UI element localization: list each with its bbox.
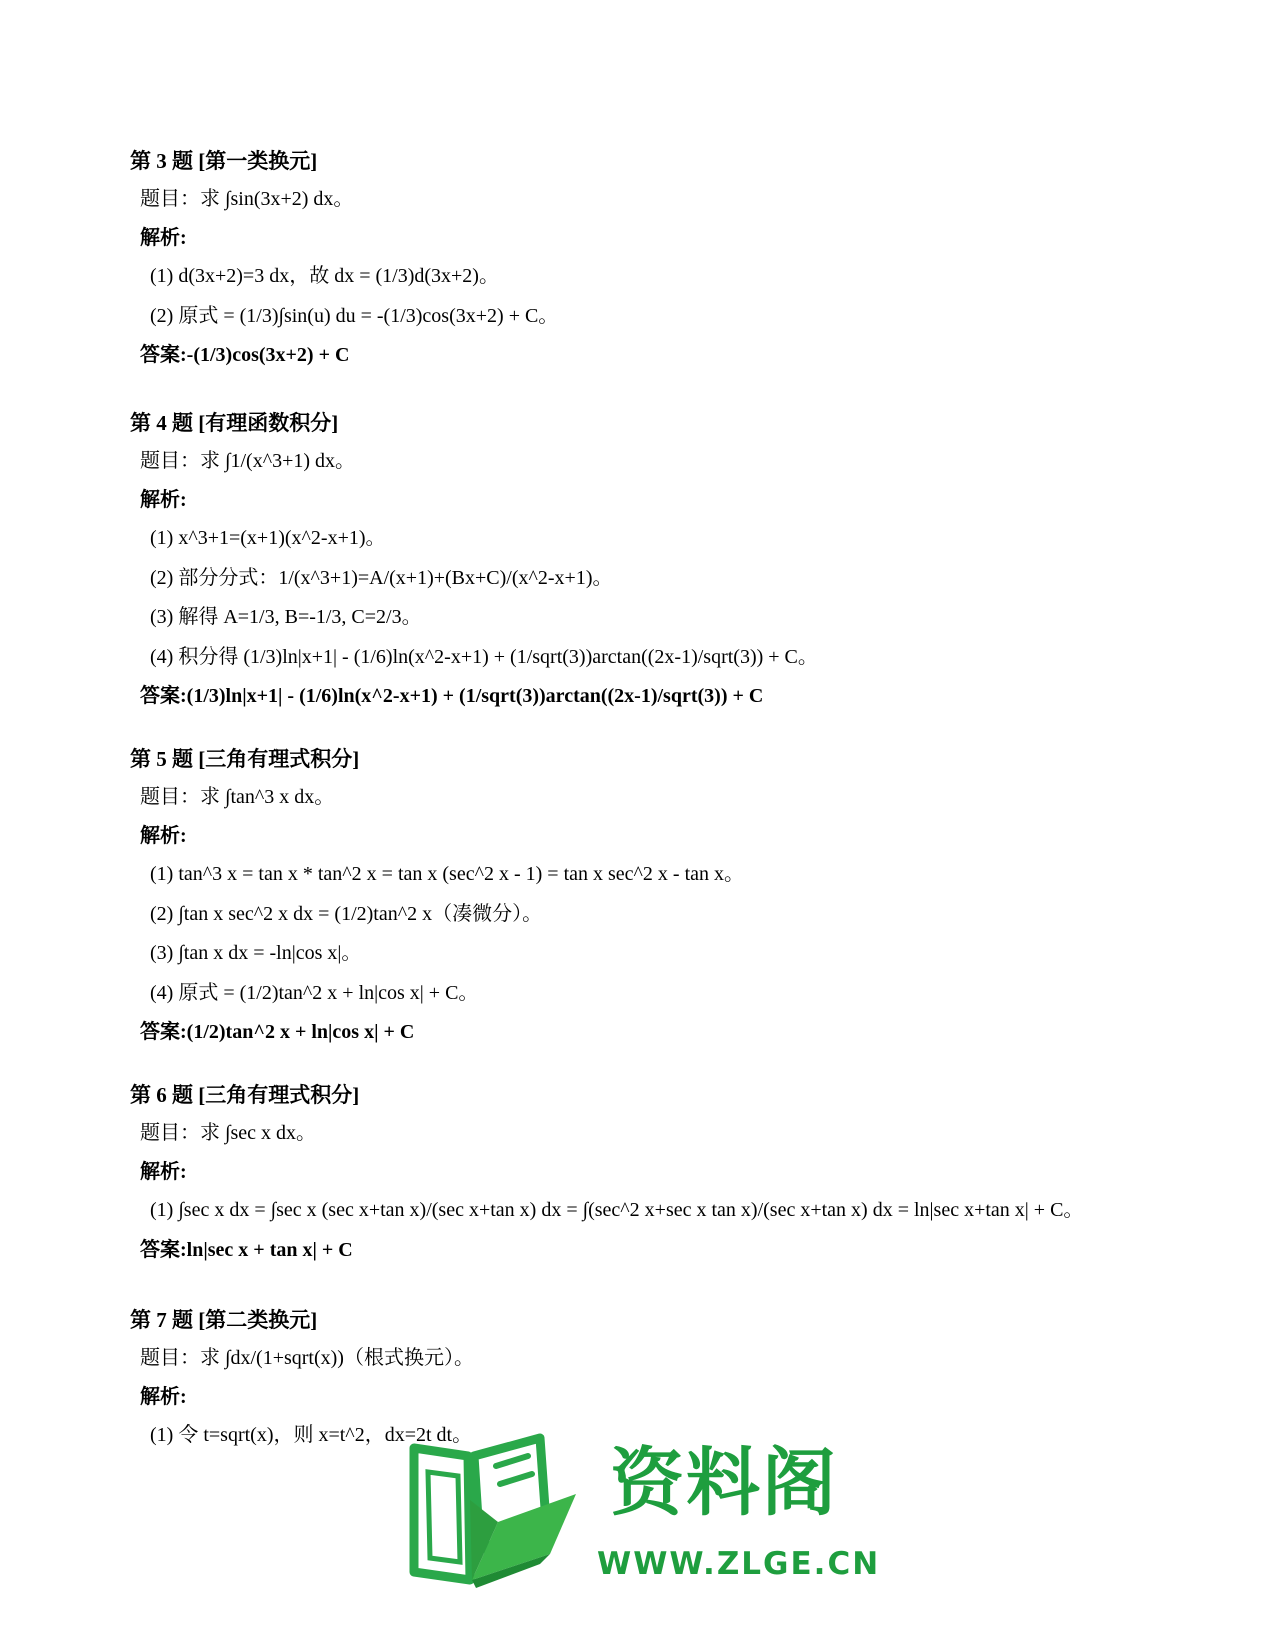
answer-value: (1/3)ln|x+1| - (1/6)ln(x^2-x+1) + (1/sqrt(3))arctan((2x-1)/sqrt(3)) + C [186,685,764,707]
watermark-title: 资料阁 [610,1440,838,1526]
solution-step: (1) x^3+1=(x+1)(x^2-x+1)。 [150,527,386,549]
solution-step: (1) 令 t=sqrt(x)，则 x=t^2，dx=2t dt。 [150,1424,473,1446]
watermark [400,1430,880,1595]
solution-step: (3) ∫tan x dx = -ln|cos x|。 [150,942,362,964]
answer-label: 答案: [140,1021,187,1043]
analysis-label: 解析: [140,1386,187,1408]
answer-line [130,677,1160,716]
problem-heading: 第 6 题 [三角有理式积分] [130,1083,360,1107]
answer-label: 答案: [140,685,187,707]
watermark-url: WWW.ZLGE.CN [597,1546,881,1582]
answer-line [130,336,1160,375]
answer-value: -(1/3)cos(3x+2) + C [186,344,350,366]
open-book-folder-logo-icon [400,1430,580,1595]
solution-step: (1) ∫sec x dx = ∫sec x (sec x+tan x)/(sec x+tan x) dx = ∫(sec^2 x+sec x tan x)/(sec x+tan x) dx = ln|sec x+tan x| + C。 [150,1199,1084,1221]
solution-step: (4) 积分得 (1/3)ln|x+1| - (1/6)ln(x^2-x+1) + (1/sqrt(3))arctan((2x-1)/sqrt(3)) + C。 [150,645,818,668]
problem-heading: 第 4 题 [有理函数积分] [130,411,339,435]
answer-value: (1/2)tan^2 x + ln|cos x| + C [186,1021,415,1043]
problem-question: 题目：求 ∫sin(3x+2) dx。 [140,188,354,210]
solution-step: (2) ∫tan x sec^2 x dx = (1/2)tan^2 x（凑微分）。 [150,902,543,925]
problem-4 [130,405,1160,716]
analysis-label: 解析: [140,227,187,249]
problem-heading: 第 7 题 [第二类换元] [130,1308,318,1332]
solution-step: (4) 原式 = (1/2)tan^2 x + ln|cos x| + C。 [150,981,479,1004]
solution-step: (2) 原式 = (1/3)∫sin(u) du = -(1/3)cos(3x+2) + C。 [150,304,559,327]
solution-step: (1) tan^3 x = tan x * tan^2 x = tan x (sec^2 x - 1) = tan x sec^2 x - tan x。 [150,863,745,885]
problem-heading: 第 5 题 [三角有理式积分] [130,747,360,771]
solution-step: (1) d(3x+2)=3 dx，故 dx = (1/3)d(3x+2)。 [150,265,499,287]
problem-3 [130,143,1160,375]
answer-value: ln|sec x + tan x| + C [186,1238,353,1261]
problem-question: 题目：求 ∫tan^3 x dx。 [140,786,335,808]
answer-label: 答案: [140,344,187,366]
problem-question: 题目：求 ∫1/(x^3+1) dx。 [140,450,356,472]
solution-step: (2) 部分分式：1/(x^3+1)=A/(x+1)+(Bx+C)/(x^2-x+1)。 [150,566,613,589]
problem-5 [130,741,1160,1052]
answer-line [130,1013,1160,1052]
analysis-label: 解析: [140,489,187,511]
problem-question: 题目：求 ∫sec x dx。 [140,1122,317,1144]
analysis-label: 解析: [140,825,187,847]
problem-6 [130,1077,1160,1270]
answer-line [130,1231,1160,1270]
problem-heading: 第 3 题 [第一类换元] [130,149,318,173]
problem-question: 题目：求 ∫dx/(1+sqrt(x))（根式换元）。 [140,1347,474,1369]
answer-label: 答案: [140,1238,187,1261]
analysis-label: 解析: [140,1161,187,1183]
solution-step: (3) 解得 A=1/3, B=-1/3, C=2/3。 [150,606,422,628]
